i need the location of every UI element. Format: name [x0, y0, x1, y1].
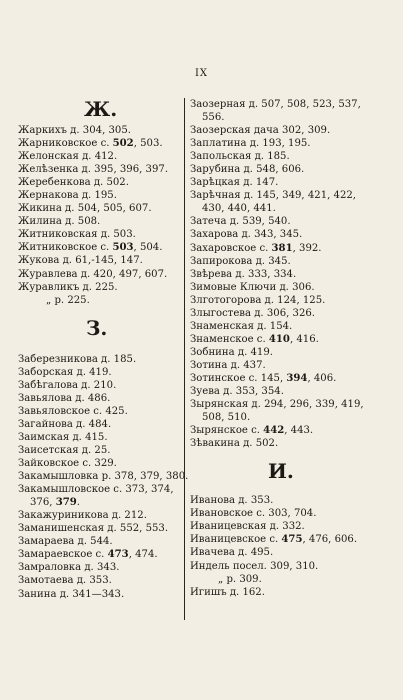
entry-text: Жеребенкова д. 502. — [18, 177, 129, 189]
entry-text: Замотаева д. 353. — [18, 575, 112, 587]
index-entry — [190, 124, 390, 137]
index-entry — [18, 392, 180, 405]
entry-text-after: , 443. — [284, 425, 314, 437]
entry-text: Жилина д. 508. — [18, 216, 101, 228]
index-entry — [18, 189, 180, 202]
entry-text: Злыгостева д. 306, 326. — [190, 307, 316, 319]
index-entry — [190, 546, 390, 559]
index-entry — [190, 533, 390, 546]
entry-text: Жукова д. 61,-145, 147. — [18, 255, 143, 267]
index-entry — [18, 509, 180, 522]
entry-text: Запирокова д. 345. — [190, 255, 291, 267]
index-entry — [190, 202, 390, 215]
entry-text-after: , 416. — [289, 333, 319, 345]
index-entry — [190, 189, 390, 202]
index-entry — [190, 307, 390, 320]
index-entry — [190, 111, 390, 124]
entry-text: Запольская д. 185. — [190, 151, 290, 163]
index-entry — [190, 268, 390, 281]
index-entry — [190, 359, 390, 372]
entry-text: Зобнина д. 419. — [190, 346, 273, 358]
entry-text: Звѣрева д. 333, 334. — [190, 268, 297, 280]
entry-main-page: 379 — [55, 497, 77, 509]
z-entry-list-continued — [190, 98, 390, 450]
entry-text: Жернакова д. 195. — [18, 190, 117, 202]
entry-text: Ивановское с. 303, 704. — [190, 508, 317, 520]
index-entry — [18, 588, 180, 601]
entry-text: Завьялова д. 486. — [18, 392, 111, 404]
entry-text: Желѣзенка д. 395, 396, 397. — [18, 164, 169, 176]
entry-text: Заплатина д. 193, 195. — [190, 138, 311, 150]
index-entry — [190, 281, 390, 294]
entry-text: Замараева д. 544. — [18, 536, 113, 548]
index-entry — [18, 535, 180, 548]
index-entry — [190, 437, 390, 450]
section-letter-zh: Ж. — [84, 97, 118, 121]
entry-text: Заимская д. 415. — [18, 431, 108, 443]
entry-text: Зуева д. 353, 354. — [190, 386, 284, 398]
index-entry — [190, 385, 390, 398]
entry-text: 508, 510. — [202, 412, 251, 424]
left-column — [18, 97, 189, 601]
entry-text: Житниковская д. 503. — [18, 229, 136, 241]
page-number: IX — [194, 68, 209, 79]
entry-text: Ивачева д. 495. — [190, 547, 274, 559]
entry-text: 376, — [30, 497, 56, 509]
index-entry — [18, 574, 180, 587]
entry-text: Завьяловское с. 425. — [18, 405, 128, 417]
index-entry — [190, 294, 390, 307]
index-entry — [18, 483, 180, 496]
index-entry — [18, 444, 180, 457]
index-entry — [190, 176, 390, 189]
index-entry — [18, 548, 180, 561]
index-entry — [18, 294, 180, 307]
entry-main-page: 475 — [281, 534, 303, 546]
index-entry — [18, 405, 180, 418]
entry-text: Злготогорова д. 124, 125. — [190, 294, 326, 306]
entry-text: Зарѣчная д. 145, 349, 421, 422, — [190, 190, 357, 202]
entry-text: „ р. 309. — [218, 573, 262, 585]
index-entry — [190, 372, 390, 385]
index-entry — [190, 346, 390, 359]
index-entry — [190, 320, 390, 333]
entry-text: Зѣвакина д. 502. — [190, 438, 279, 450]
entry-text: Заисетская д. 25. — [18, 444, 111, 456]
entry-text: Заозерная д. 507, 508, 523, 537, — [190, 99, 361, 110]
index-entry — [18, 241, 180, 254]
entry-main-page: 381 — [271, 242, 293, 254]
entry-text: Заозерская дача 302, 309. — [190, 125, 331, 137]
entry-text: „ р. 225. — [46, 294, 90, 306]
entry-text: Иваницевское с. — [190, 534, 282, 546]
index-entry — [190, 228, 390, 241]
index-entry — [190, 424, 390, 437]
entry-text: Зотинское с. 145, — [190, 372, 287, 384]
index-entry — [190, 520, 390, 533]
entry-text: Житниковское с. — [18, 242, 113, 254]
entry-main-page: 503 — [112, 242, 134, 254]
entry-text: Затеча д. 539, 540. — [190, 216, 291, 228]
index-entry — [18, 418, 180, 431]
entry-text: Жикина д. 504, 505, 607. — [18, 203, 152, 215]
index-entry — [190, 507, 390, 520]
index-entry — [190, 98, 390, 111]
index-entry — [190, 411, 390, 424]
entry-text-after: . — [76, 497, 80, 509]
section-letter-i: И. — [268, 459, 294, 484]
entry-text: Закажуриникова д. 212. — [18, 510, 147, 522]
index-entry — [18, 379, 180, 392]
entry-main-page: 473 — [107, 549, 129, 561]
entry-text: 556. — [202, 112, 225, 124]
entry-main-page: 442 — [263, 425, 285, 437]
index-entry — [190, 398, 390, 411]
entry-text: Зотина д. 437. — [190, 359, 266, 371]
entry-main-page: 394 — [286, 372, 308, 384]
index-entry — [190, 494, 390, 507]
index-entry — [190, 163, 390, 176]
entry-text: Занина д. 341—343. — [18, 588, 125, 600]
index-entry — [18, 215, 180, 228]
index-entry — [18, 522, 180, 535]
entry-text-after: , 476, 606. — [302, 534, 358, 546]
index-entry — [190, 150, 390, 163]
entry-text: Иваницевская д. 332. — [190, 521, 305, 533]
entry-main-page: 502 — [112, 138, 134, 150]
entry-text-after: , 406. — [307, 372, 337, 384]
entry-text-after: , 474. — [128, 549, 158, 561]
index-entry — [190, 255, 390, 268]
entry-text: Зырянское с. — [190, 425, 264, 437]
entry-text: Закамышловка р. 378, 379, 380. — [18, 471, 189, 483]
z-entry-list — [18, 353, 189, 601]
entry-text: Зайковское с. 329. — [18, 458, 117, 470]
entry-text: Заборская д. 419. — [18, 366, 112, 378]
index-entry — [18, 470, 189, 483]
entry-text: Захарова д. 343, 345. — [190, 229, 303, 241]
index-entry — [18, 353, 180, 366]
entry-text: Замраловка д. 343. — [18, 562, 120, 574]
index-entry — [190, 215, 390, 228]
entry-main-page: 410 — [268, 333, 290, 345]
index-entry — [18, 496, 180, 509]
entry-text-after: , 504. — [133, 242, 163, 254]
i-entry-list — [190, 494, 390, 598]
entry-text: Зырянская д. 294, 296, 339, 419, — [190, 399, 364, 411]
index-entry — [18, 561, 180, 574]
index-entry — [190, 573, 390, 586]
index-entry — [190, 333, 390, 346]
entry-text: Журавликъ д. 225. — [18, 281, 118, 293]
entry-text: Заберезникова д. 185. — [18, 353, 137, 365]
entry-text: Забѣгалова д. 210. — [18, 379, 117, 391]
index-entry — [18, 163, 180, 176]
entry-text: Зарѣцкая д. 147. — [190, 177, 279, 189]
index-entry — [190, 242, 390, 255]
entry-text: Замараевское с. — [18, 549, 108, 561]
column-divider — [184, 98, 185, 620]
index-entry — [18, 457, 180, 470]
index-entry — [190, 586, 390, 599]
entry-text: Жарниковское с. — [18, 138, 113, 150]
section-letter-z: З. — [86, 315, 108, 340]
index-entry — [18, 124, 180, 137]
entry-text: Заманишенская д. 552, 553. — [18, 523, 169, 535]
index-entry — [18, 137, 180, 150]
entry-text: Иванова д. 353. — [190, 495, 274, 507]
entry-text: Захаровское с. — [190, 242, 272, 254]
right-column — [190, 98, 390, 599]
entry-text-after: , 503. — [133, 138, 163, 150]
index-entry — [18, 268, 180, 281]
entry-text: Знаменская д. 154. — [190, 320, 293, 332]
entry-text-after: , 392. — [292, 242, 322, 254]
index-entry — [18, 228, 180, 241]
index-entry — [18, 281, 180, 294]
entry-text: 430, 440, 441. — [202, 203, 276, 215]
index-entry — [190, 560, 390, 573]
entry-text: Желонская д. 412. — [18, 151, 118, 163]
entry-text: Игишъ д. 162. — [190, 586, 265, 598]
entry-text: Жаркихъ д. 304, 305. — [18, 125, 131, 136]
index-entry — [190, 137, 390, 150]
index-entry — [18, 150, 180, 163]
index-entry — [18, 366, 180, 379]
entry-text: Знаменское с. — [190, 333, 269, 345]
index-entry — [18, 431, 180, 444]
entry-text: Индель посел. 309, 310. — [190, 560, 319, 572]
index-entry — [18, 254, 180, 267]
index-entry — [18, 176, 180, 189]
index-entry — [18, 202, 180, 215]
entry-text: Загайнова д. 484. — [18, 418, 112, 430]
entry-text: Зарубина д. 548, 606. — [190, 164, 305, 176]
entry-text: Закамышловское с. 373, 374, — [18, 484, 174, 496]
entry-text: Журавлева д. 420, 497, 607. — [18, 268, 168, 280]
entry-text: Зимовые Ключи д. 306. — [190, 281, 315, 293]
zh-entry-list — [18, 124, 180, 307]
